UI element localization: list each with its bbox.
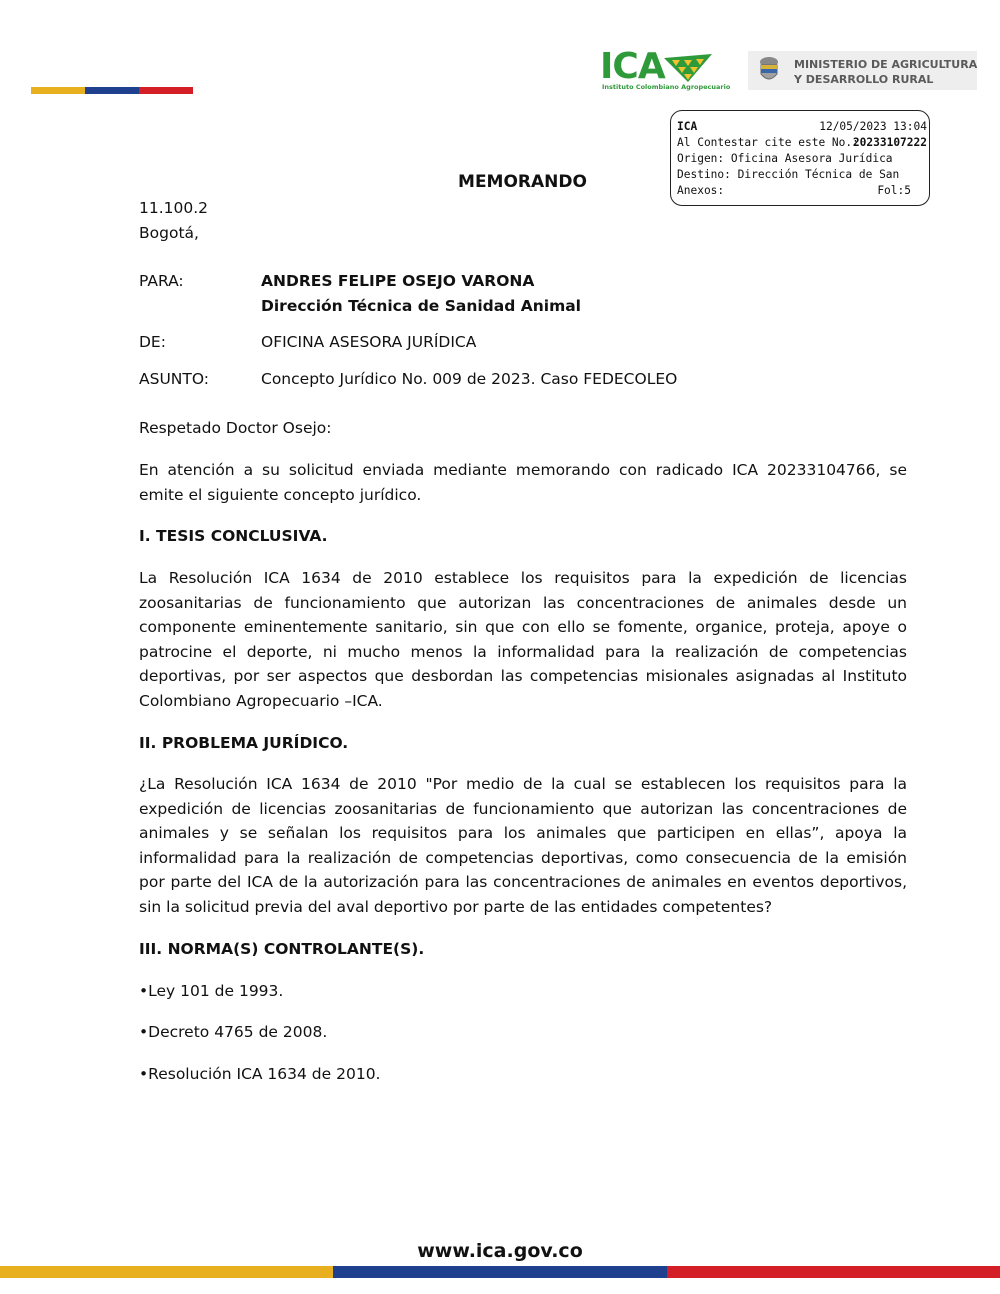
ica-logo-mark-icon [664,54,712,82]
section1-paragraph: La Resolución ICA 1634 de 2010 establece los requisitos para la expedición de licencias zoosanitarias de funcionamiento que autorizan las concentraciones de animales desde un componente eminentemente sanitario, sin que con ello se fomente, organice, proteja, apoye o patrocine el deporte, ni mucho menos la informalidad para la realización de competencias deportivas, por ser aspectos que desbordan las competencias misionales asignadas al Instituto Colombiano Agropecuario –ICA. [139,569,907,710]
from-value: OFICINA ASESORA JURÍDICA [261,333,477,351]
intro-paragraph: En atención a su solicitud enviada mediante memorando con radicado ICA 20233104766, se emite el siguiente concepto jurídico. [139,461,907,504]
flag-stripe-bottom [0,1266,1000,1278]
stamp-destination: Destino: Dirección Técnica de San [677,168,900,181]
from-label: DE: [139,333,166,351]
stamp-datetime: 12/05/2023 13:04 [819,120,927,133]
flag-stripe-top [31,87,193,94]
footer-website: www.ica.gov.co [417,1240,583,1262]
subject-value: Concepto Jurídico No. 009 de 2023. Caso FEDECOLEO [261,370,678,388]
greeting: Respetado Doctor Osejo: [139,419,332,437]
ica-logo-text: ICA [600,46,665,87]
ica-logo [600,46,731,92]
norm-item: •Decreto 4765 de 2008. [139,1023,328,1041]
stamp-origin: Origen: Oficina Asesora Jurídica [677,152,893,165]
norm-item: •Ley 101 de 1993. [139,982,284,1000]
colombia-coat-of-arms-icon [756,56,782,85]
stamp-cite-number: 20233107222 [852,136,927,149]
ministry-name-line2: Y DESARROLLO RURAL [794,73,934,86]
subject-label: ASUNTO: [139,370,209,388]
ministry-logo [748,51,977,90]
memo-city: Bogotá, [139,224,199,242]
ministry-name-line1: MINISTERIO DE AGRICULTURA [794,58,978,71]
section2-heading: II. PROBLEMA JURÍDICO. [139,734,349,752]
memo-title: MEMORANDO [458,172,587,192]
to-name: ANDRES FELIPE OSEJO VARONA [261,272,535,290]
norm-item: •Resolución ICA 1634 de 2010. [139,1065,381,1083]
stamp-cite-label: Al Contestar cite este No.: [677,136,859,149]
section3-heading: III. NORMA(S) CONTROLANTE(S). [139,940,425,958]
to-label: PARA: [139,272,184,290]
stamp-entity: ICA [677,120,698,133]
stamp-annexes: Anexos: [677,184,725,197]
stamp-folios: Fol:5 [877,184,911,197]
to-unit: Dirección Técnica de Sanidad Animal [261,297,581,315]
ica-logo-subtitle: Instituto Colombiano Agropecuario [602,83,731,91]
section2-paragraph: ¿La Resolución ICA 1634 de 2010 "Por medio de la cual se establecen los requisitos para la expedición de licencias zoosanitarias de funcionamiento que autorizan las concentraciones de animales y se señalan los requisitos para los animales que participen en ellas”, apoya la informalidad para la realización de competencias deportivas, como consecuencia de la emisión por parte del ICA de la autorización para las concentraciones de animales en eventos deportivos, sin la solicitud previa del aval deportivo por parte de las entidades competentes? [139,775,907,916]
memo-code: 11.100.2 [139,199,209,217]
section1-heading: I. TESIS CONCLUSIVA. [139,527,328,545]
